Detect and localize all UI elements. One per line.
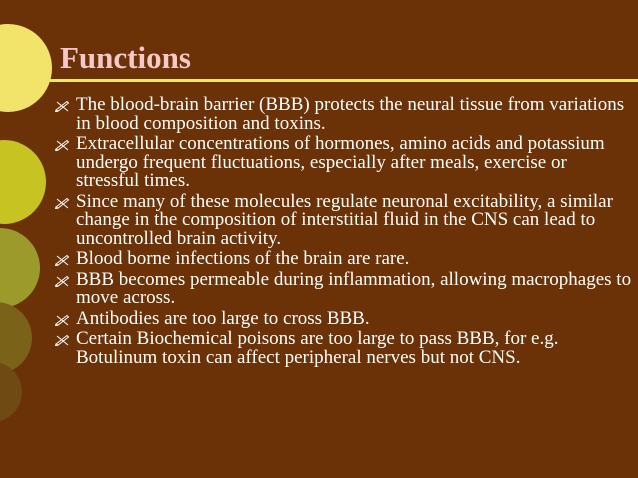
circle-5 [0, 362, 22, 422]
circle-1 [0, 24, 52, 112]
pencil-crossed-icon [55, 314, 70, 326]
bullet-text: Extracellular concentrations of hormones, amino acids and potassium undergo frequent fluctuations, especially after meals, exercise or stressful times. [76, 133, 605, 191]
bullet-item [53, 190, 633, 249]
bullet-item [53, 96, 633, 133]
bullet-text: Since many of these molecules regulate neuronal excitability, a similar change in the composition of interstitial fluid in the CNS can lead to uncontrolled brain activity. [76, 190, 613, 249]
decorative-circles [0, 0, 60, 478]
circle-3 [0, 228, 40, 308]
slide-title: Functions [60, 40, 191, 75]
bullet-text: Blood borne infections of the brain are rare. [76, 248, 410, 269]
bullet-item [53, 330, 633, 367]
title-divider [50, 79, 638, 82]
circle-4 [0, 302, 32, 374]
pencil-crossed-icon [55, 334, 70, 346]
pencil-crossed-icon [55, 139, 70, 151]
bullet-text: BBB becomes permeable during inflammation, allowing macrophages to move across. [76, 268, 632, 308]
pencil-crossed-icon [55, 100, 70, 112]
pencil-crossed-icon [55, 197, 70, 209]
bullet-item [53, 135, 633, 191]
bullet-text: The blood-brain barrier (BBB) protects the neural tissue from variations in blood composition and toxins. [76, 94, 625, 134]
bullet-list [53, 96, 633, 369]
bullet-text: Antibodies are too large to cross BBB. [76, 307, 370, 329]
bullet-item [53, 268, 633, 308]
pencil-crossed-icon [55, 254, 70, 266]
circle-2 [0, 140, 46, 224]
bullet-item [53, 307, 633, 329]
bullet-text: Certain Biochemical poisons are too large to pass BBB, for e.g. Botulinum toxin can affect peripheral nerves but not CNS. [76, 328, 559, 368]
bullet-item [53, 250, 633, 269]
pencil-crossed-icon [55, 275, 70, 287]
